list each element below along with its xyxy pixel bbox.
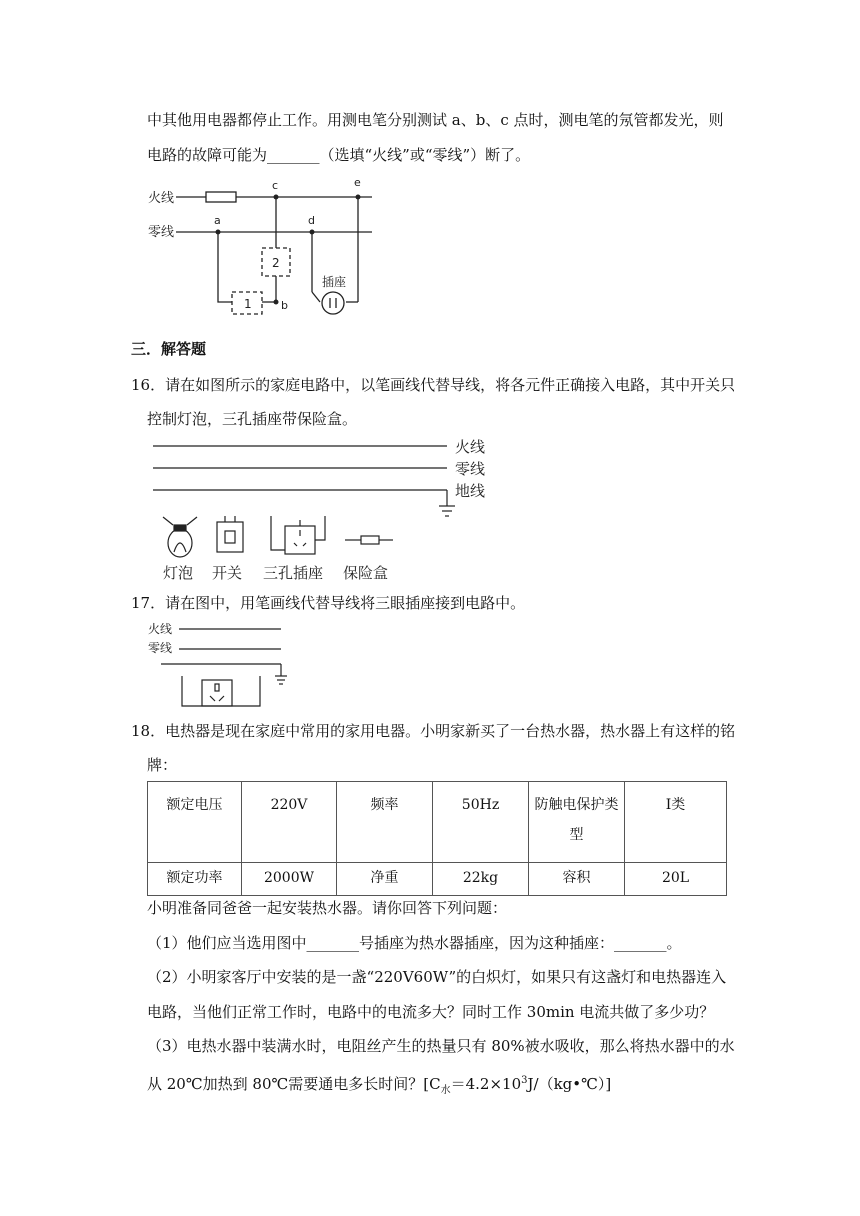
table-cell: 容积 xyxy=(529,863,625,896)
table-cell: 额定电压 xyxy=(148,782,242,863)
q15-live-label: 火线 xyxy=(148,191,175,206)
three-pin-socket-icon xyxy=(271,516,325,554)
table-cell: 20L xyxy=(625,863,727,896)
q18-part3-text-pre: 从 20℃加热到 80℃需要通电多长时间？[C xyxy=(147,1075,441,1093)
three-pin-socket-icon xyxy=(202,680,232,706)
q15-neutral-label: 零线 xyxy=(148,225,175,240)
table-cell: 220V xyxy=(242,782,337,863)
table-cell: 2000W xyxy=(242,863,337,896)
q17-text-line1: 17．请在图中，用笔画线代替导线将三眼插座接到电路中。 xyxy=(131,594,526,612)
q16-text-line2: 控制灯泡，三孔插座带保险盒。 xyxy=(147,410,358,428)
switch-label: 开关 xyxy=(212,564,243,582)
q18-part3-line1: （3）电热水器中装满水时，电阻丝产生的热量只有 80%被水吸收，那么将热水器中的水 xyxy=(147,1037,735,1055)
nameplate-table xyxy=(147,781,727,896)
q18-part3-text-post: J/（kg•℃）] xyxy=(527,1075,612,1093)
box-1-label: 1 xyxy=(244,297,252,311)
table-cell: Ⅰ类 xyxy=(625,782,727,863)
q15-circuit-diagram xyxy=(140,170,380,330)
table-cell: 50Hz xyxy=(433,782,529,863)
q16-neutral-label: 零线 xyxy=(455,460,486,478)
table-cell: 频率 xyxy=(337,782,433,863)
q18-part2-line2: 电路，当他们正常工作时，电路中的电流多大？同时工作 30min 电流共做了多少功？ xyxy=(147,1003,715,1021)
table-cell: 22kg xyxy=(433,863,529,896)
lamp-icon xyxy=(163,517,197,557)
q15-text-line1: 中其他用电器都停止工作。用测电笔分别测试 a、b、c 点时，测电笔的氖管都发光，则 xyxy=(147,111,724,129)
q18-part3-superscript: 3 xyxy=(521,1075,528,1086)
fuse-symbol xyxy=(206,192,236,202)
q16-live-label: 火线 xyxy=(455,438,486,456)
table-cell: 额定功率 xyxy=(148,863,242,896)
table-row xyxy=(148,863,727,896)
table-row xyxy=(148,782,727,863)
switch-icon xyxy=(217,516,243,552)
q17-neutral-label: 零线 xyxy=(148,641,173,655)
q18-text-line2: 牌： xyxy=(147,756,178,774)
socket-circle xyxy=(322,292,344,314)
q18-part3-line2 xyxy=(147,1070,611,1102)
q18-part1: （1）他们应当选用图中_______号插座为热水器插座，因为这种插座：_______。 xyxy=(147,934,682,952)
point-c-label: c xyxy=(272,179,279,192)
q16-circuit-diagram xyxy=(145,430,505,590)
point-d-label: d xyxy=(308,214,315,227)
q18-part3-text-mid: ＝4.2×10 xyxy=(450,1075,522,1093)
fuse-box-label: 保险盒 xyxy=(343,564,389,582)
point-a-label: a xyxy=(214,214,221,227)
three-pin-socket-label: 三孔插座 xyxy=(263,564,324,582)
q18-text-line1: 18．电热器是现在家庭中常用的家用电器。小明家新买了一台热水器，热水器上有这样的铭 xyxy=(131,722,736,740)
q17-circuit-diagram xyxy=(145,618,305,710)
q16-text-line1: 16．请在如图所示的家庭电路中，以笔画线代替导线，将各元件正确接入电路，其中开关只 xyxy=(131,376,736,394)
box-2-label: 2 xyxy=(272,256,280,270)
q16-ground-label: 地线 xyxy=(455,482,486,500)
table-cell: 防触电保护类型 xyxy=(529,782,625,863)
point-b-label: b xyxy=(281,299,288,312)
fuse-box-icon xyxy=(345,536,393,544)
q18-intro: 小明准备同爸爸一起安装热水器。请你回答下列问题： xyxy=(147,899,508,917)
lamp-label: 灯泡 xyxy=(163,564,194,582)
q17-live-label: 火线 xyxy=(148,622,173,636)
section-3-title: 三．解答题 xyxy=(131,340,207,358)
point-e-label: e xyxy=(354,176,361,189)
socket-label: 插座 xyxy=(322,275,347,289)
q15-text-line2: 电路的故障可能为_______（选填“火线”或“零线”）断了。 xyxy=(147,146,531,164)
q18-part3-subscript: 水 xyxy=(440,1085,451,1096)
table-cell: 净重 xyxy=(337,863,433,896)
q18-part2-line1: （2）小明家客厅中安装的是一盏“220V60W”的白炽灯，如果只有这盏灯和电热器连入 xyxy=(147,968,727,986)
